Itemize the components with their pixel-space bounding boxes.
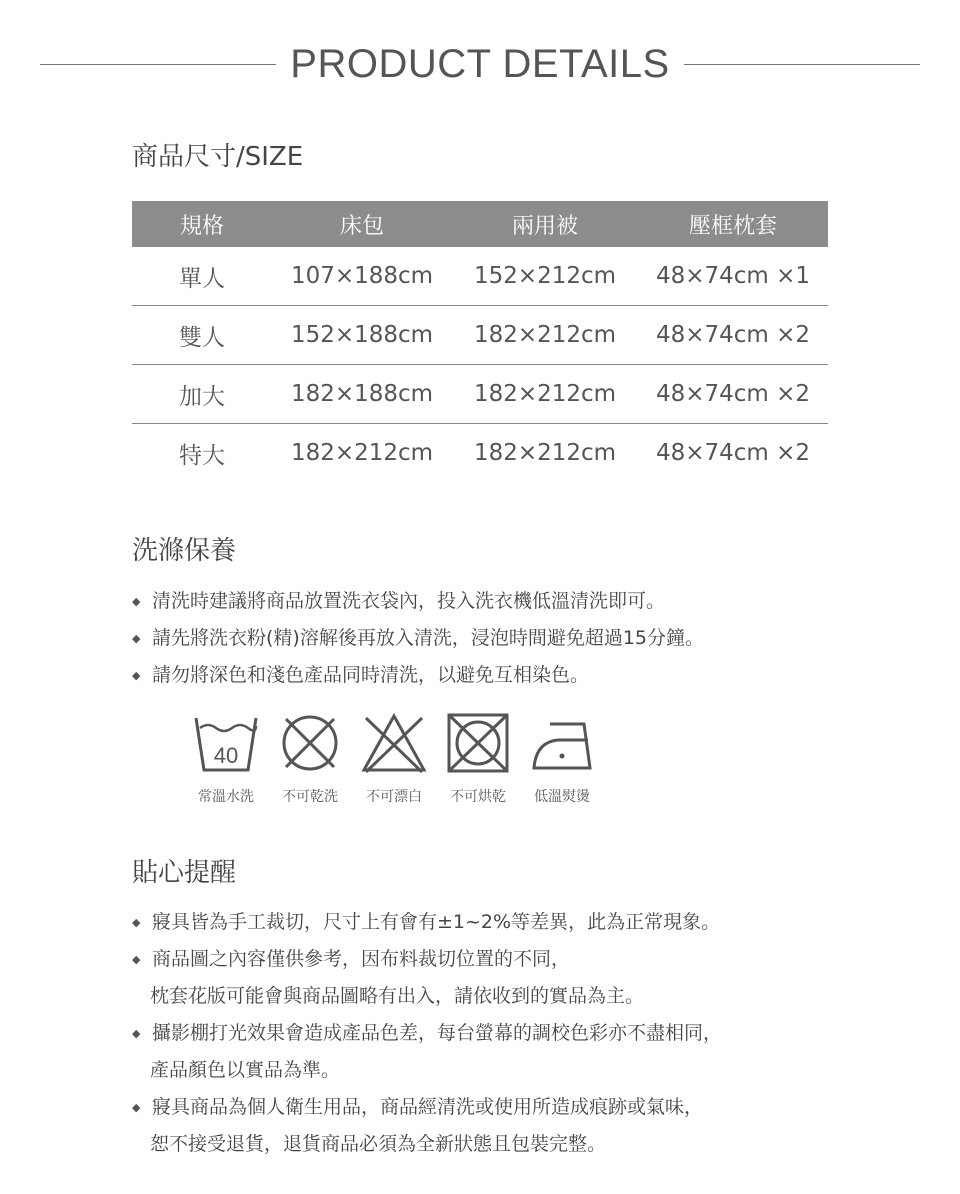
icon-caption: 不可乾洗: [282, 789, 338, 805]
no-dry-clean-icon: [276, 712, 344, 774]
care-section-title: 洗滌保養: [132, 536, 237, 566]
list-item: [132, 1089, 722, 1163]
diamond-bullet-icon: ◆: [132, 916, 141, 929]
care-text: 請先將洗衣粉(精)溶解後再放入清洗，浸泡時間避免超過15分鐘。: [152, 627, 705, 649]
size-cell: 182×212cm: [290, 440, 434, 466]
note-text: 寢具皆為手工裁切，尺寸上有會有±1~2%等差異，此為正常現象。: [152, 911, 721, 933]
page-title: PRODUCT DETAILS: [290, 42, 670, 86]
notes-section-title: 貼心提醒: [132, 858, 237, 888]
note-text-continued: 恕不接受退貨，退貨商品必須為全新狀態且包裝完整。: [150, 1133, 607, 1155]
care-icon-no-dry-clean: [268, 712, 352, 806]
list-item: [132, 620, 704, 657]
page-header: [40, 40, 920, 90]
care-icon-no-tumble-dry: [436, 712, 520, 806]
no-tumble-dry-icon: [444, 712, 512, 774]
table-row: [132, 424, 828, 483]
size-cell: 182×188cm: [272, 365, 452, 424]
icon-caption: 低溫熨燙: [534, 789, 590, 805]
care-icon-wash: [184, 712, 268, 806]
care-text: 清洗時建議將商品放置洗衣袋內，投入洗衣機低溫清洗即可。: [152, 590, 666, 612]
note-text: 寢具商品為個人衛生用品，商品經清洗或使用所造成痕跡或氣味，: [152, 1096, 704, 1118]
diamond-bullet-icon: ◆: [132, 595, 141, 608]
size-cell: 48×74cm ×2: [655, 440, 811, 466]
size-cell: 48×74cm ×2: [638, 365, 828, 424]
wash-40-icon: [192, 712, 260, 774]
icon-caption: 不可漂白: [366, 789, 422, 805]
size-cell: 48×74cm ×2: [638, 306, 828, 365]
list-item: [132, 583, 704, 620]
note-text-continued: 枕套花版可能會與商品圖略有出入，請依收到的實品為主。: [150, 985, 645, 1007]
list-item: [132, 941, 722, 1015]
note-text: 商品圖之內容僅供參考，因布料裁切位置的不同，: [152, 948, 571, 970]
size-cell: 107×188cm: [272, 247, 452, 306]
size-cell: 特大: [179, 442, 225, 469]
list-item: [132, 1015, 722, 1089]
diamond-bullet-icon: ◆: [132, 669, 141, 682]
care-text: 請勿將深色和淺色產品同時清洗，以避免互相染色。: [152, 664, 590, 686]
list-item: [132, 657, 704, 694]
table-row: [132, 247, 828, 306]
no-bleach-icon: [360, 712, 428, 774]
size-header-duvet: 兩用被: [452, 201, 638, 247]
diamond-bullet-icon: ◆: [132, 1027, 141, 1040]
care-icon-no-bleach: [352, 712, 436, 806]
size-section-title: 商品尺寸/SIZE: [132, 142, 304, 172]
table-row: [132, 365, 828, 424]
size-cell: 加大: [132, 365, 272, 424]
care-icon-low-iron: [520, 712, 604, 806]
size-header-spec: 規格: [132, 201, 272, 247]
size-cell: 雙人: [132, 306, 272, 365]
icon-caption: 常溫水洗: [198, 789, 254, 805]
size-cell: 152×212cm: [452, 247, 638, 306]
size-cell: 152×188cm: [272, 306, 452, 365]
icon-caption: 不可烘乾: [450, 789, 506, 805]
svg-text:40: 40: [213, 743, 239, 768]
size-cell: 182×212cm: [452, 365, 638, 424]
size-cell: 單人: [132, 247, 272, 306]
low-iron-icon: [528, 712, 596, 774]
care-list: [132, 583, 704, 694]
notes-list: [132, 904, 722, 1163]
size-header-fitted-sheet: 床包: [272, 201, 452, 247]
size-cell: 182×212cm: [452, 306, 638, 365]
note-text: 攝影棚打光效果會造成產品色差，每台螢幕的調校色彩亦不盡相同，: [152, 1022, 723, 1044]
diamond-bullet-icon: ◆: [132, 1101, 141, 1114]
care-icons: [184, 712, 604, 812]
list-item: [132, 904, 722, 941]
size-cell: 48×74cm ×1: [638, 247, 828, 306]
header-rule-right: [684, 64, 920, 65]
size-table-header-row: [132, 201, 828, 247]
diamond-bullet-icon: ◆: [132, 632, 141, 645]
size-table: [132, 201, 828, 482]
diamond-bullet-icon: ◆: [132, 953, 141, 966]
note-text-continued: 產品顏色以實品為準。: [150, 1059, 341, 1081]
size-header-pillowcase: 壓框枕套: [638, 201, 828, 247]
size-cell: 182×212cm: [473, 440, 617, 466]
table-row: [132, 306, 828, 365]
